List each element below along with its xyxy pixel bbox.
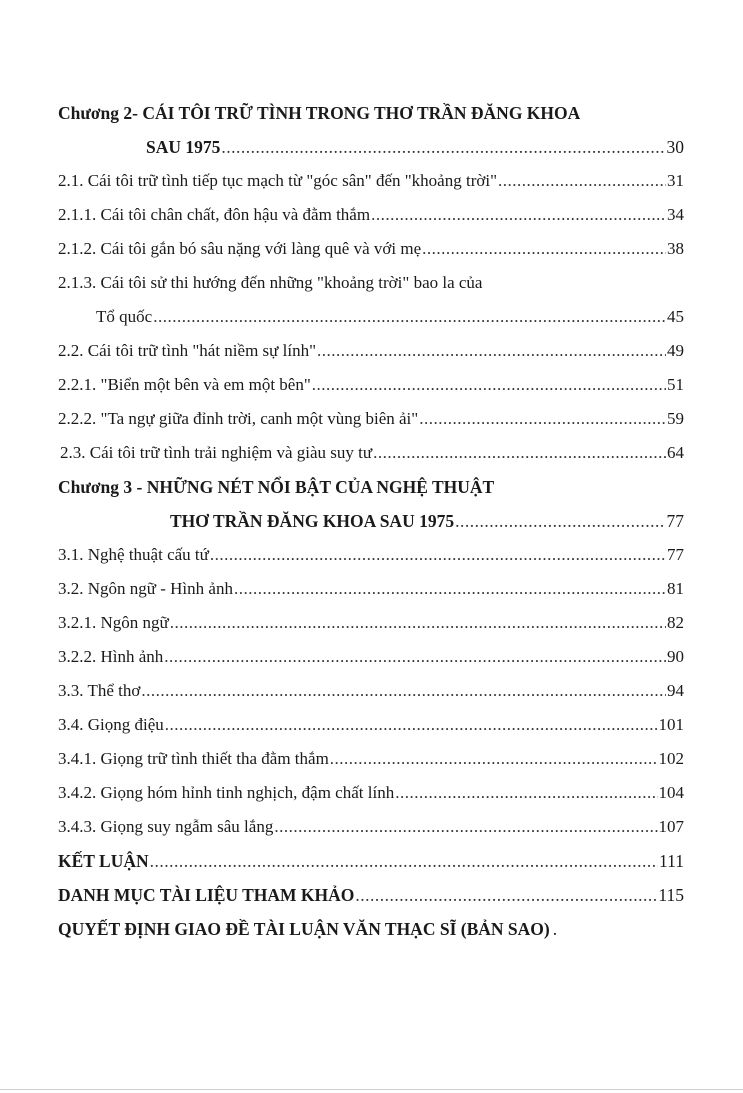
toc-entry-title: KẾT LUẬN — [58, 851, 149, 871]
toc-entry — [58, 164, 684, 198]
toc-entry — [58, 334, 684, 368]
toc-leader — [419, 402, 666, 436]
toc-leader — [355, 878, 657, 912]
toc-leader — [330, 742, 658, 776]
toc-leader — [317, 334, 666, 368]
toc-leader — [221, 130, 665, 164]
toc-entry-title: 2.2.1. "Biển một bên và em một bên" — [58, 375, 311, 394]
toc-entry-title: 3.2.2. Hình ảnh — [58, 647, 164, 666]
toc-entry-title: 3.2.1. Ngôn ngữ — [58, 613, 169, 632]
toc-entry — [58, 708, 684, 742]
toc-entry-title: 3.3. Thể thơ — [58, 681, 141, 700]
toc-page-number: 77 — [666, 511, 684, 531]
toc-leader — [150, 844, 658, 878]
toc-page-number: 59 — [667, 409, 684, 428]
toc-entry — [58, 538, 684, 572]
toc-leader — [210, 538, 666, 572]
toc-entry — [58, 198, 684, 232]
toc-entry-title: 3.4.3. Giọng suy ngẫm sâu lắng — [58, 817, 274, 836]
toc-entry-chapter-2-cont — [58, 130, 684, 164]
toc-entry-title: 2.1.3. Cái tôi sử thi hướng đến những "khoảng trời" bao la của — [58, 273, 483, 292]
toc-page-number: 111 — [659, 851, 684, 871]
toc-entry — [58, 606, 684, 640]
toc-entry — [58, 368, 684, 402]
toc-page-number: 94 — [667, 681, 684, 700]
toc-page-number: 51 — [667, 375, 684, 394]
toc-leader — [312, 368, 666, 402]
toc-entry-chapter-2 — [58, 96, 684, 130]
toc-entry-conclusion — [58, 844, 684, 878]
toc-entry — [58, 232, 684, 266]
toc-leader — [234, 572, 666, 606]
toc-page-number: 31 — [667, 171, 684, 190]
toc-leader — [165, 708, 658, 742]
toc-page-number: 81 — [667, 579, 684, 598]
toc-entry-title: 3.1. Nghệ thuật cấu tứ — [58, 545, 209, 564]
toc-page-number: 115 — [658, 885, 684, 905]
toc-entry-title: 2.1.1. Cái tôi chân chất, đôn hậu và đằm thắm — [58, 205, 371, 224]
toc-page-number: 90 — [667, 647, 684, 666]
toc-page-number: . — [552, 919, 558, 939]
toc-leader — [395, 776, 657, 810]
toc-entry-title: DANH MỤC TÀI LIỆU THAM KHẢO — [58, 885, 355, 905]
toc-entry-references — [58, 878, 684, 912]
toc-entry — [58, 266, 684, 300]
toc-entry-chapter-3-cont — [58, 504, 684, 538]
toc-entry — [58, 742, 684, 776]
toc-entry-title: 3.2. Ngôn ngữ - Hình ảnh — [58, 579, 233, 598]
toc-entry-title: Chương 2- CÁI TÔI TRỮ TÌNH TRONG THƠ TRẦN ĐĂNG KHOA — [58, 103, 581, 123]
toc-leader — [274, 810, 657, 844]
toc-leader — [153, 300, 666, 334]
toc-leader — [371, 198, 666, 232]
toc-entry-title: 2.2. Cái tôi trữ tình "hát niềm sự lính" — [58, 341, 317, 360]
toc-page-number: 34 — [667, 205, 684, 224]
toc-entry-title: 2.2.2. "Ta ngự giữa đỉnh trời, canh một vùng biên ải" — [58, 409, 419, 428]
toc-entry — [58, 810, 684, 844]
page-bottom-rule — [0, 1089, 743, 1090]
toc-entry-title: THƠ TRẦN ĐĂNG KHOA SAU 1975 — [170, 511, 455, 531]
toc-page-number: 38 — [667, 239, 684, 258]
toc-leader — [170, 606, 666, 640]
toc-entry — [58, 674, 684, 708]
toc-entry — [58, 640, 684, 674]
toc-page-number: 49 — [667, 341, 684, 360]
toc-page-number: 104 — [658, 783, 684, 802]
toc-page-number: 64 — [667, 443, 684, 462]
toc-entry-decision — [58, 912, 684, 946]
toc-entry-title: QUYẾT ĐỊNH GIAO ĐỀ TÀI LUẬN VĂN THẠC SĨ (BẢN SAO) — [58, 919, 550, 939]
toc-page-number: 101 — [658, 715, 684, 734]
toc-leader — [498, 164, 666, 198]
toc-page-number: 77 — [667, 545, 684, 564]
toc-entry — [58, 436, 684, 470]
table-of-contents — [58, 96, 684, 946]
toc-entry-title: 3.4.1. Giọng trữ tình thiết tha đằm thắm — [58, 749, 329, 768]
toc-page-number: 45 — [667, 307, 684, 326]
toc-entry-title: Chương 3 - NHỮNG NÉT NỔI BẬT CỦA NGHỆ THUẬT — [58, 477, 495, 497]
toc-leader — [422, 232, 666, 266]
toc-entry — [58, 300, 684, 334]
toc-entry-title: Tổ quốc — [96, 307, 153, 326]
toc-entry-title: 3.4.2. Giọng hóm hỉnh tinh nghịch, đậm chất lính — [58, 783, 395, 802]
toc-page-number: 107 — [658, 817, 684, 836]
toc-leader — [373, 436, 666, 470]
toc-entry — [58, 402, 684, 436]
toc-entry-title: SAU 1975 — [146, 137, 221, 157]
toc-entry — [58, 572, 684, 606]
toc-leader — [455, 504, 665, 538]
toc-entry-title: 2.1.2. Cái tôi gắn bó sâu nặng với làng quê và với mẹ — [58, 239, 422, 258]
toc-leader — [164, 640, 666, 674]
toc-entry-title: 3.4. Giọng điệu — [58, 715, 164, 734]
toc-entry-chapter-3 — [58, 470, 684, 504]
toc-entry-title: 2.3. Cái tôi trữ tình trải nghiệm và giàu suy tư — [60, 443, 373, 462]
toc-page-number: 30 — [666, 137, 684, 157]
toc-entry-title: 2.1. Cái tôi trữ tình tiếp tục mạch từ "góc sân" đến "khoảng trời" — [58, 171, 498, 190]
toc-entry — [58, 776, 684, 810]
toc-page-number: 82 — [667, 613, 684, 632]
toc-leader — [141, 674, 666, 708]
toc-page-number: 102 — [658, 749, 684, 768]
